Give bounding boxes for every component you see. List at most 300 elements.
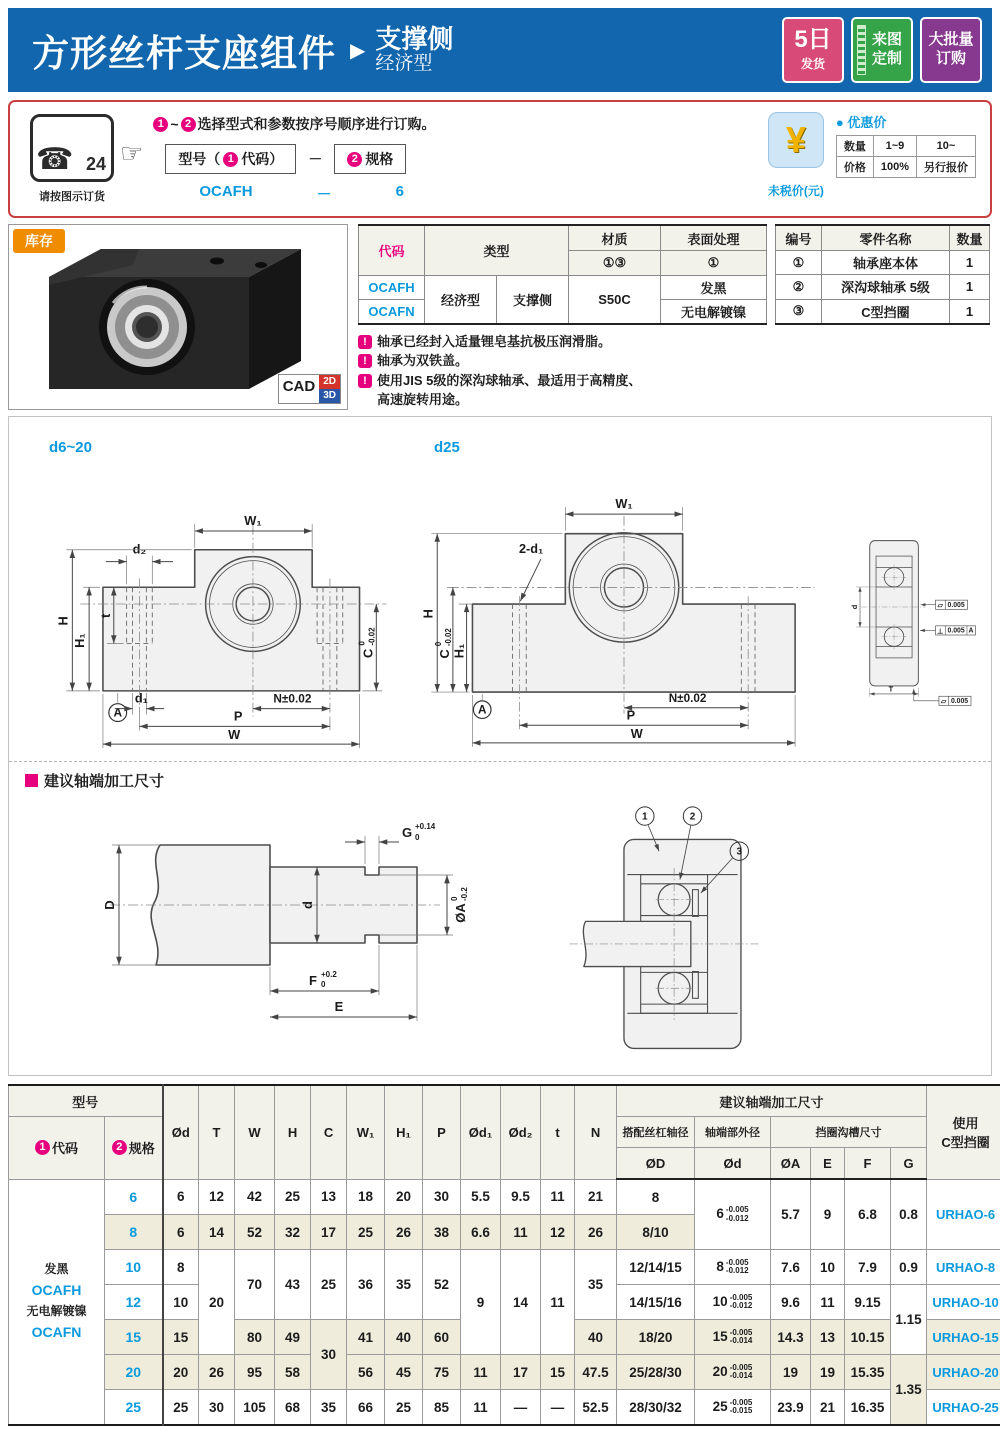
c-h1: 20: [385, 1179, 423, 1215]
pointing-hand-icon: ☞: [120, 138, 143, 169]
c-c: 13: [311, 1179, 347, 1215]
col-part-qty: 数量: [950, 225, 990, 251]
c-t2: —: [541, 1390, 575, 1426]
c-od2: 11: [501, 1215, 541, 1250]
tol-top: -0.005: [726, 1206, 749, 1215]
c-p: 38: [423, 1215, 461, 1250]
dim-oa: ØA: [453, 903, 468, 923]
c-n: 47.5: [575, 1355, 617, 1390]
c-od: 6: [163, 1215, 199, 1250]
c-ring-link[interactable]: URHAO-25: [927, 1390, 1000, 1426]
c-ring-link[interactable]: URHAO-6: [927, 1179, 1000, 1250]
col-t-small: t: [541, 1085, 575, 1179]
c-w: 105: [235, 1390, 275, 1426]
col-g: G: [891, 1148, 927, 1180]
shaft-dia: 8: [716, 1259, 724, 1274]
instruction-text: 选择型式和参数按序号顺序进行订购。: [198, 114, 436, 134]
c-t: 12: [199, 1179, 235, 1215]
col-model: 型号: [9, 1085, 163, 1117]
col-od2: Ød₂: [501, 1085, 541, 1179]
dim-2d1: 2-d₁: [519, 541, 543, 556]
note-1: [358, 334, 992, 350]
dim-t: t: [98, 613, 113, 618]
c-ring-link[interactable]: URHAO-20: [927, 1355, 1000, 1390]
dim-g: G: [402, 825, 412, 840]
col-od: Ød: [163, 1085, 199, 1179]
c-g: 0.8: [891, 1179, 927, 1250]
c-p: 30: [423, 1179, 461, 1215]
phone-24h-icon: [30, 114, 114, 182]
tol-top: -0.005: [726, 1259, 749, 1268]
col-type: 类型: [425, 225, 569, 276]
dim-n: N±0.02: [669, 692, 707, 705]
c-od: 15: [163, 1320, 199, 1355]
dim-oa-tol-top: 0: [450, 896, 459, 901]
tol-top: -0.005: [730, 1364, 753, 1373]
drawing-assembly-section: [555, 791, 835, 1071]
series-ocafn: OCAFN: [10, 1321, 103, 1343]
bullet-icon: ●: [836, 115, 844, 130]
price-table: [836, 135, 976, 178]
c-od: 10: [163, 1285, 199, 1320]
finish-nickel: 无电解镀镍: [10, 1302, 103, 1321]
part-3-name: C型挡圈: [822, 299, 950, 324]
col-groove-group: 挡圈沟槽尺寸: [771, 1117, 927, 1148]
price-header: 价格: [836, 157, 873, 178]
tax-note: 未税价(元): [768, 182, 976, 199]
dim-w: W: [228, 727, 241, 742]
spec-box: [334, 144, 406, 174]
cad-3d-badge[interactable]: 3D: [319, 389, 340, 403]
callout-1: 1: [642, 811, 648, 822]
note-2: [358, 353, 992, 369]
code-marker: 1: [35, 1140, 50, 1155]
phone-order-block: [24, 112, 120, 204]
c-spec: 8: [105, 1215, 163, 1250]
dim-w1: W₁: [244, 513, 261, 528]
cad-2d-badge[interactable]: 2D: [319, 375, 340, 389]
col-code: 代码: [359, 225, 425, 276]
c-od2: 9.5: [501, 1179, 541, 1215]
c-w1: 36: [347, 1250, 385, 1320]
table-row-spec20: [9, 1355, 1000, 1390]
c-p: 75: [423, 1355, 461, 1390]
badge-ship-small-label: 发货: [801, 55, 825, 72]
c-shaft: [695, 1320, 771, 1355]
note-icon: !: [358, 335, 372, 349]
col-h1: H₁: [385, 1085, 423, 1179]
tolerance-3: 0.005: [951, 698, 968, 705]
dim-d: d: [850, 604, 859, 609]
cad-formats: [319, 375, 340, 403]
c-h1: 40: [385, 1320, 423, 1355]
c-h: 68: [275, 1390, 311, 1426]
c-c: 30: [311, 1320, 347, 1390]
shaft-dia: 10: [713, 1294, 728, 1309]
dim-n: N±0.02: [273, 692, 311, 706]
c-f: 16.35: [845, 1390, 891, 1426]
drawing-side-view: [844, 487, 987, 751]
table-row: [776, 299, 990, 324]
c-h: 43: [275, 1250, 311, 1320]
dim-d2: d₂: [133, 542, 147, 557]
note-icon: !: [358, 374, 372, 388]
part-2-qty: 1: [950, 275, 990, 299]
dim-h: H: [55, 616, 70, 625]
dim-h: H: [420, 609, 435, 618]
dim-f: F: [309, 973, 317, 988]
tol-bot: -0.012: [730, 1302, 753, 1311]
type-support-side: 支撑侧: [497, 276, 569, 325]
code-ocafh: OCAFH: [359, 276, 425, 300]
c-t: 26: [199, 1355, 235, 1390]
table-row: [359, 276, 767, 300]
col-n: N: [575, 1085, 617, 1179]
c-t2: 11: [541, 1250, 575, 1355]
table-row: [836, 157, 975, 178]
c-ring-link[interactable]: URHAO-15: [927, 1320, 1000, 1355]
c-w1: 41: [347, 1320, 385, 1355]
table-row-spec10: [9, 1250, 1000, 1285]
spec-marker: 2: [112, 1140, 127, 1155]
note-2-text: 轴承为双铁盖。: [377, 353, 468, 369]
col-material: 材质: [569, 225, 661, 251]
table-row: [776, 225, 990, 251]
c-od: 8: [163, 1250, 199, 1285]
shaft-dia: 15: [713, 1329, 728, 1344]
dim-t: T: [889, 685, 894, 694]
dim-w: W: [631, 726, 643, 741]
col-c: C: [311, 1085, 347, 1179]
shaft-dia: 20: [713, 1364, 728, 1379]
badge-custom-made: [851, 17, 913, 83]
dim-e: E: [335, 999, 344, 1014]
section-marker-icon: [25, 774, 38, 787]
c-e: 10: [811, 1250, 845, 1285]
c-f: 7.9: [845, 1250, 891, 1285]
part-2-name: 深沟球轴承 5级: [822, 275, 950, 299]
phone-24-label: 24: [86, 154, 106, 175]
c-dd: 14/15/16: [617, 1285, 695, 1320]
ordering-guide-panel: [8, 100, 992, 218]
col-surface-sub: ①: [661, 251, 767, 276]
c-c: 35: [311, 1390, 347, 1426]
c-od2: 14: [501, 1250, 541, 1355]
c-spec: 15: [105, 1320, 163, 1355]
c-ring-link[interactable]: URHAO-10: [927, 1285, 1000, 1320]
price-1: 100%: [873, 157, 916, 178]
c-f: 9.15: [845, 1285, 891, 1320]
col-p: P: [423, 1085, 461, 1179]
c-g: 1.15: [891, 1285, 927, 1355]
c-spec: 6: [105, 1179, 163, 1215]
c-od: 20: [163, 1355, 199, 1390]
code-ocafn: OCAFN: [359, 300, 425, 325]
shaft-dia: 6: [716, 1206, 724, 1221]
technical-drawings-panel: [8, 416, 992, 1076]
c-oa: 7.6: [771, 1250, 811, 1285]
note-3: [358, 373, 992, 389]
table-row-spec6: [9, 1179, 1000, 1215]
table-row: [836, 136, 975, 157]
c-e: 9: [811, 1179, 845, 1250]
ordering-steps: [153, 112, 435, 204]
dim-h1: H₁: [72, 633, 87, 648]
c-ring-line2: C型挡圈: [928, 1132, 1000, 1151]
dim-d1: d₁: [135, 691, 148, 706]
col-shaft-d: Ød: [695, 1148, 771, 1180]
qty-range-1: 1~9: [873, 136, 916, 157]
part-3-qty: 1: [950, 299, 990, 324]
perpendicularity-icon: ⊥: [937, 627, 943, 635]
part-2-no: ②: [776, 275, 822, 299]
c-t: 30: [199, 1390, 235, 1426]
c-h: 32: [275, 1215, 311, 1250]
c-t2: 11: [541, 1179, 575, 1215]
c-od: 25: [163, 1390, 199, 1426]
product-photo-box: [8, 224, 348, 410]
format-dash: －: [308, 149, 322, 169]
c-oa: 14.3: [771, 1320, 811, 1355]
c-f: 10.15: [845, 1320, 891, 1355]
datum-a: A: [478, 704, 487, 717]
c-od1: 5.5: [461, 1179, 501, 1215]
table-row: [776, 251, 990, 275]
model-suffix: 代码）: [241, 149, 283, 169]
col-end-dia: 轴端部外径: [695, 1117, 771, 1148]
note-3-text: 使用JIS 5级的深沟球轴承、最适用于高精度、: [377, 373, 641, 389]
stock-badge: 库存: [13, 229, 65, 253]
dim-g-tol-top: +0.14: [415, 822, 436, 831]
product-info-row: [8, 224, 992, 410]
telephone-icon: ☎: [36, 142, 73, 177]
c-oa: 5.7: [771, 1179, 811, 1250]
badge-custom-line1: 来图: [872, 31, 902, 50]
c-w1: 66: [347, 1390, 385, 1426]
c-f: 6.8: [845, 1179, 891, 1250]
tol-bot: -0.012: [726, 1215, 749, 1224]
surface-black-oxide: 发黑: [661, 276, 767, 300]
dim-c-tol-top: 0: [357, 640, 366, 645]
page-header: [8, 8, 992, 92]
c-shaft: [695, 1355, 771, 1390]
c-od: 6: [163, 1179, 199, 1215]
phone-caption: 请按图示订货: [24, 188, 120, 204]
part-3-no: ③: [776, 299, 822, 324]
c-n: 52.5: [575, 1390, 617, 1426]
table-row: [776, 275, 990, 299]
dim-p: P: [234, 708, 243, 723]
col-part-name: 零件名称: [822, 225, 950, 251]
c-h: 58: [275, 1355, 311, 1390]
material-value: S50C: [569, 276, 661, 325]
col-f: F: [845, 1148, 891, 1180]
model-code-box: [165, 144, 296, 174]
spec-label: 规格: [129, 1138, 155, 1157]
badge-custom-line2: 定制: [872, 50, 902, 69]
cad-download-button[interactable]: [278, 374, 341, 404]
c-t: 20: [199, 1250, 235, 1355]
col-surface: 表面处理: [661, 225, 767, 251]
note-3-continued: 高速旋转用途。: [377, 389, 992, 408]
note-1-text: 轴承已经封入适量锂皂基抗极压润滑脂。: [377, 334, 611, 350]
discount-price-title: [836, 112, 976, 131]
col-code-header: [9, 1117, 105, 1180]
col-w1: W₁: [347, 1085, 385, 1179]
series-label-cell: [9, 1179, 105, 1425]
tol-top: -0.005: [730, 1399, 753, 1408]
example-code: OCAFH: [199, 183, 252, 204]
price-2: 另行报价: [917, 157, 976, 178]
c-g: 1.35: [891, 1355, 927, 1426]
series-ocafh: OCAFH: [10, 1279, 103, 1301]
c-w: 95: [235, 1355, 275, 1390]
section-title: 建议轴端加工尺寸: [44, 770, 164, 791]
dim-small-d: d: [300, 901, 315, 909]
tolerance-2: 0.005: [948, 628, 965, 635]
header-badges: [782, 17, 982, 83]
page-subtitle: [375, 25, 453, 74]
col-dd: ØD: [617, 1148, 695, 1180]
dim-h1: H₁: [452, 644, 467, 658]
drawing-front-view-d6-20: [19, 456, 404, 757]
step-1-marker: 1: [153, 117, 168, 132]
col-h: H: [275, 1085, 311, 1179]
c-w1: 18: [347, 1179, 385, 1215]
step-2-marker: 2: [181, 117, 196, 132]
badge-bulk-line2: 订购: [936, 50, 966, 69]
badge-bulk-line1: 大批量: [928, 31, 973, 50]
c-h1: 45: [385, 1355, 423, 1390]
dim-g-tol-bot: 0: [415, 833, 420, 842]
c-ring-link[interactable]: URHAO-8: [927, 1250, 1000, 1285]
col-od1: Ød₁: [461, 1085, 501, 1179]
c-n: 40: [575, 1320, 617, 1355]
c-p: 52: [423, 1250, 461, 1320]
c-od1: 9: [461, 1250, 501, 1355]
model-code-marker: 1: [223, 152, 238, 167]
model-format-line: [165, 144, 435, 174]
dim-c-tol-bot: -0.02: [444, 628, 453, 646]
c-h1: 25: [385, 1390, 423, 1426]
tol-bot: -0.015: [730, 1407, 753, 1416]
code-type-table: [358, 224, 767, 325]
badge-bulk-order: [920, 17, 982, 83]
c-spec: 10: [105, 1250, 163, 1285]
c-p: 60: [423, 1320, 461, 1355]
dim-f-tol-bot: 0: [321, 980, 326, 989]
order-example-line: [199, 183, 435, 204]
c-oa: 9.6: [771, 1285, 811, 1320]
callout-3: 3: [737, 847, 743, 858]
c-n: 35: [575, 1250, 617, 1320]
dimension-data-table: [8, 1084, 1000, 1426]
c-w: 52: [235, 1215, 275, 1250]
yen-icon: ¥: [768, 112, 824, 168]
col-c-ring: [927, 1085, 1000, 1179]
dim-c-tol-bot: -0.02: [367, 627, 376, 646]
c-shaft: [695, 1390, 771, 1426]
c-dd: 8/10: [617, 1215, 695, 1250]
tol-top: -0.005: [730, 1294, 753, 1303]
spec-marker: 2: [347, 152, 362, 167]
c-w1: 56: [347, 1355, 385, 1390]
dim-c-tol-top: 0: [434, 641, 443, 646]
model-prefix: 型号（: [178, 149, 220, 169]
dim-oa-tol-bot: -0.2: [460, 887, 469, 901]
tol-bot: -0.012: [726, 1267, 749, 1276]
c-c: 25: [311, 1250, 347, 1320]
c-dd: 18/20: [617, 1320, 695, 1355]
c-od1: 6.6: [461, 1215, 501, 1250]
page-title: 方形丝杆支座组件: [32, 23, 336, 77]
c-w: 42: [235, 1179, 275, 1215]
c-oa: 19: [771, 1355, 811, 1390]
drawing-shaft-end: [65, 795, 495, 1045]
surface-nickel: 无电解镀镍: [661, 300, 767, 325]
view-label-d25: d25: [434, 439, 844, 456]
dim-w1: W₁: [615, 496, 632, 511]
spec-info-column: [358, 224, 992, 410]
code-label: 代码: [52, 1138, 78, 1157]
col-e: E: [811, 1148, 845, 1180]
c-f: 15.35: [845, 1355, 891, 1390]
tolerance-2-datum: A: [968, 628, 973, 635]
c-dd: 12/14/15: [617, 1250, 695, 1285]
qty-header: 数量: [836, 136, 873, 157]
cad-label: CAD: [279, 375, 320, 403]
c-e: 21: [811, 1390, 845, 1426]
c-od2: 17: [501, 1355, 541, 1390]
c-t: 14: [199, 1215, 235, 1250]
c-shaft: [695, 1250, 771, 1285]
col-screw-dia: 搭配丝杠轴径: [617, 1117, 695, 1148]
dim-f-tol-top: +0.2: [321, 970, 337, 979]
col-spec-header: [105, 1117, 163, 1180]
tilde: ~: [170, 116, 178, 132]
subtitle-main: 支撑侧: [375, 25, 453, 54]
shaft-end-section: [9, 761, 991, 1075]
table-row-spec25: [9, 1390, 1000, 1426]
flatness-icon: ▱: [936, 603, 943, 610]
ordering-instruction: [153, 114, 435, 134]
c-shaft: [695, 1179, 771, 1250]
c-e: 11: [811, 1285, 845, 1320]
c-od1: 11: [461, 1390, 501, 1426]
tol-top: -0.005: [730, 1329, 753, 1338]
col-material-sub: ①③: [569, 251, 661, 276]
parts-list-table: [775, 224, 990, 325]
front-view-small-sizes: [19, 425, 404, 757]
c-spec: 20: [105, 1355, 163, 1390]
badge-5day-shipping: [782, 17, 844, 83]
c-spec: 12: [105, 1285, 163, 1320]
c-t2: 15: [541, 1355, 575, 1390]
col-group-shaft-end: 建议轴端加工尺寸: [617, 1085, 927, 1117]
c-c: 17: [311, 1215, 347, 1250]
col-oa: ØA: [771, 1148, 811, 1180]
view-label-d6-20: d6~20: [49, 439, 404, 456]
c-g: 0.9: [891, 1250, 927, 1285]
c-dd: 28/30/32: [617, 1390, 695, 1426]
dim-big-d: D: [102, 900, 117, 909]
part-1-name: 轴承座本体: [822, 251, 950, 275]
dim-c: C: [437, 649, 452, 658]
part-1-qty: 1: [950, 251, 990, 275]
c-h: 25: [275, 1179, 311, 1215]
dim-p: P: [627, 707, 636, 722]
col-part-no: 编号: [776, 225, 822, 251]
